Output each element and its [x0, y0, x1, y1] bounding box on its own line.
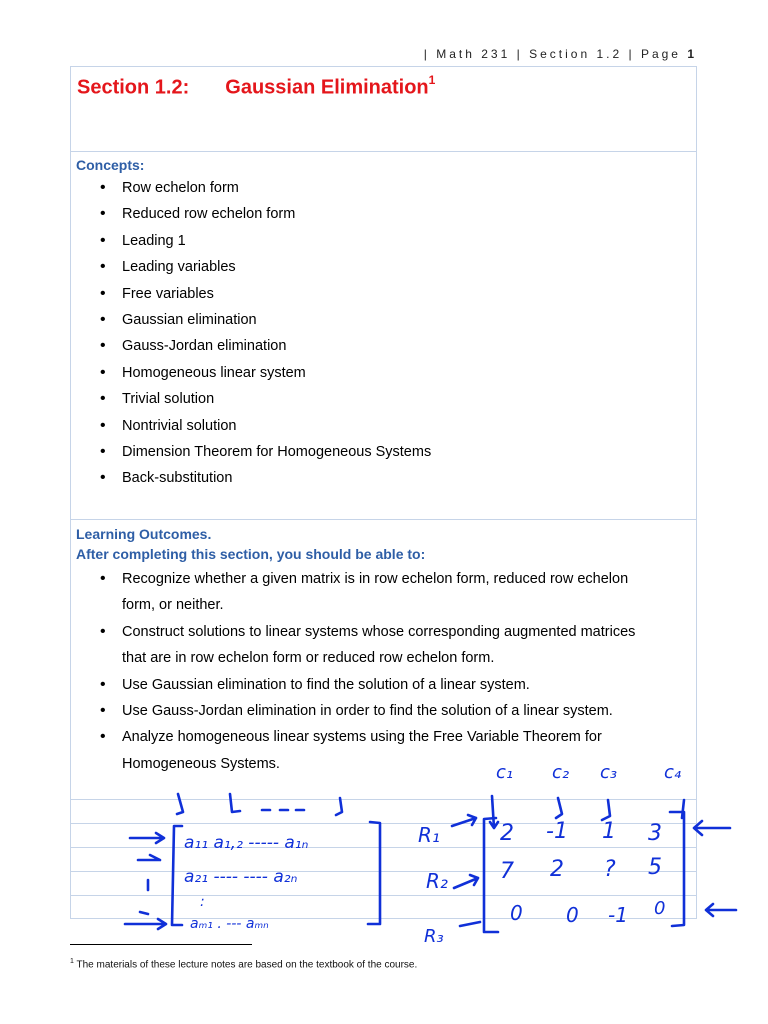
page-number: 1: [687, 47, 697, 61]
section-name: Gaussian Elimination: [225, 76, 429, 99]
footnote-rule: [70, 944, 252, 945]
left-matrix-row-2: a₂₁ ---- ---- a₂ₙ: [184, 867, 298, 887]
column-label-c3: c₃: [600, 762, 618, 783]
row-label-r2: R₂: [426, 869, 448, 893]
concept-item: • Homogeneous linear system: [98, 360, 431, 386]
left-matrix-row-1: a₁₁ a₁,₂ ----- a₁ₙ: [184, 833, 309, 853]
column-label-c4: c₄: [664, 762, 682, 783]
concept-item: • Nontrivial solution: [98, 413, 431, 439]
matrix-entry: ?: [604, 857, 616, 882]
row-label-r3: R₃: [424, 926, 444, 947]
column-label-c2: c₂: [552, 762, 570, 783]
page-label: Page: [640, 47, 681, 61]
row-label-r1: R₁: [418, 823, 440, 847]
left-matrix-row-3: aₘ₁ . --- aₘₙ: [190, 916, 269, 932]
outcome-item: • Use Gauss-Jordan elimination in order to find the solution of a linear system.: [98, 698, 635, 724]
title-footnote-mark: 1: [428, 73, 436, 87]
matrix-entry: 0: [654, 898, 666, 919]
concept-item: • Free variables: [98, 281, 431, 307]
matrix-entry: 7: [500, 859, 514, 884]
concept-item: • Gaussian elimination: [98, 307, 431, 333]
footnote-mark: 1: [70, 958, 74, 965]
outcome-item: • Recognize whether a given matrix is in row echelon form, reduced row echelon form, or neither.: [98, 566, 635, 619]
matrix-entry: 1: [602, 819, 616, 844]
matrix-entry: -1: [608, 903, 628, 927]
matrix-entry: 2: [550, 857, 564, 882]
column-label-c1: c₁: [496, 762, 514, 783]
matrix-entry: 2: [500, 821, 514, 846]
concept-item: • Leading variables: [98, 254, 431, 280]
matrix-entry: 3: [648, 821, 662, 846]
footnote: [70, 958, 417, 970]
left-matrix-dots: :: [200, 894, 205, 910]
concept-item: • Back-substitution: [98, 465, 431, 491]
outcome-item: • Analyze homogeneous linear systems using the Free Variable Theorem for Homogeneous Systems.: [98, 724, 635, 777]
matrix-entry: 5: [648, 855, 662, 880]
concept-item: • Gauss-Jordan elimination: [98, 333, 431, 359]
course-label: Math 231: [436, 47, 511, 61]
concept-item: • Leading 1: [98, 228, 431, 254]
matrix-entry: -1: [546, 819, 568, 844]
page-header: | Math 231 | Section 1.2 | Page 1: [423, 47, 697, 61]
concept-item: • Trivial solution: [98, 386, 431, 412]
outcomes-subheading: After completing this section, you should be able to:: [76, 546, 426, 562]
outcome-item: • Use Gaussian elimination to find the solution of a linear system.: [98, 672, 635, 698]
outcomes-heading: Learning Outcomes.: [76, 526, 212, 542]
concepts-heading: Concepts:: [76, 157, 145, 173]
concept-item: • Reduced row echelon form: [98, 201, 431, 227]
concept-item: • Row echelon form: [98, 175, 431, 201]
matrix-entry: 0: [510, 901, 523, 925]
section-label: Section 1.2: [529, 47, 623, 61]
outcome-item: • Construct solutions to linear systems whose corresponding augmented matrices that are in row echelon form or reduced row echelon form.: [98, 619, 635, 672]
matrix-entry: 0: [566, 903, 579, 927]
concept-item: • Dimension Theorem for Homogeneous Systems: [98, 439, 431, 465]
footnote-text: The materials of these lecture notes are based on the textbook of the course.: [76, 959, 418, 971]
section-number: Section 1.2:: [77, 76, 190, 99]
